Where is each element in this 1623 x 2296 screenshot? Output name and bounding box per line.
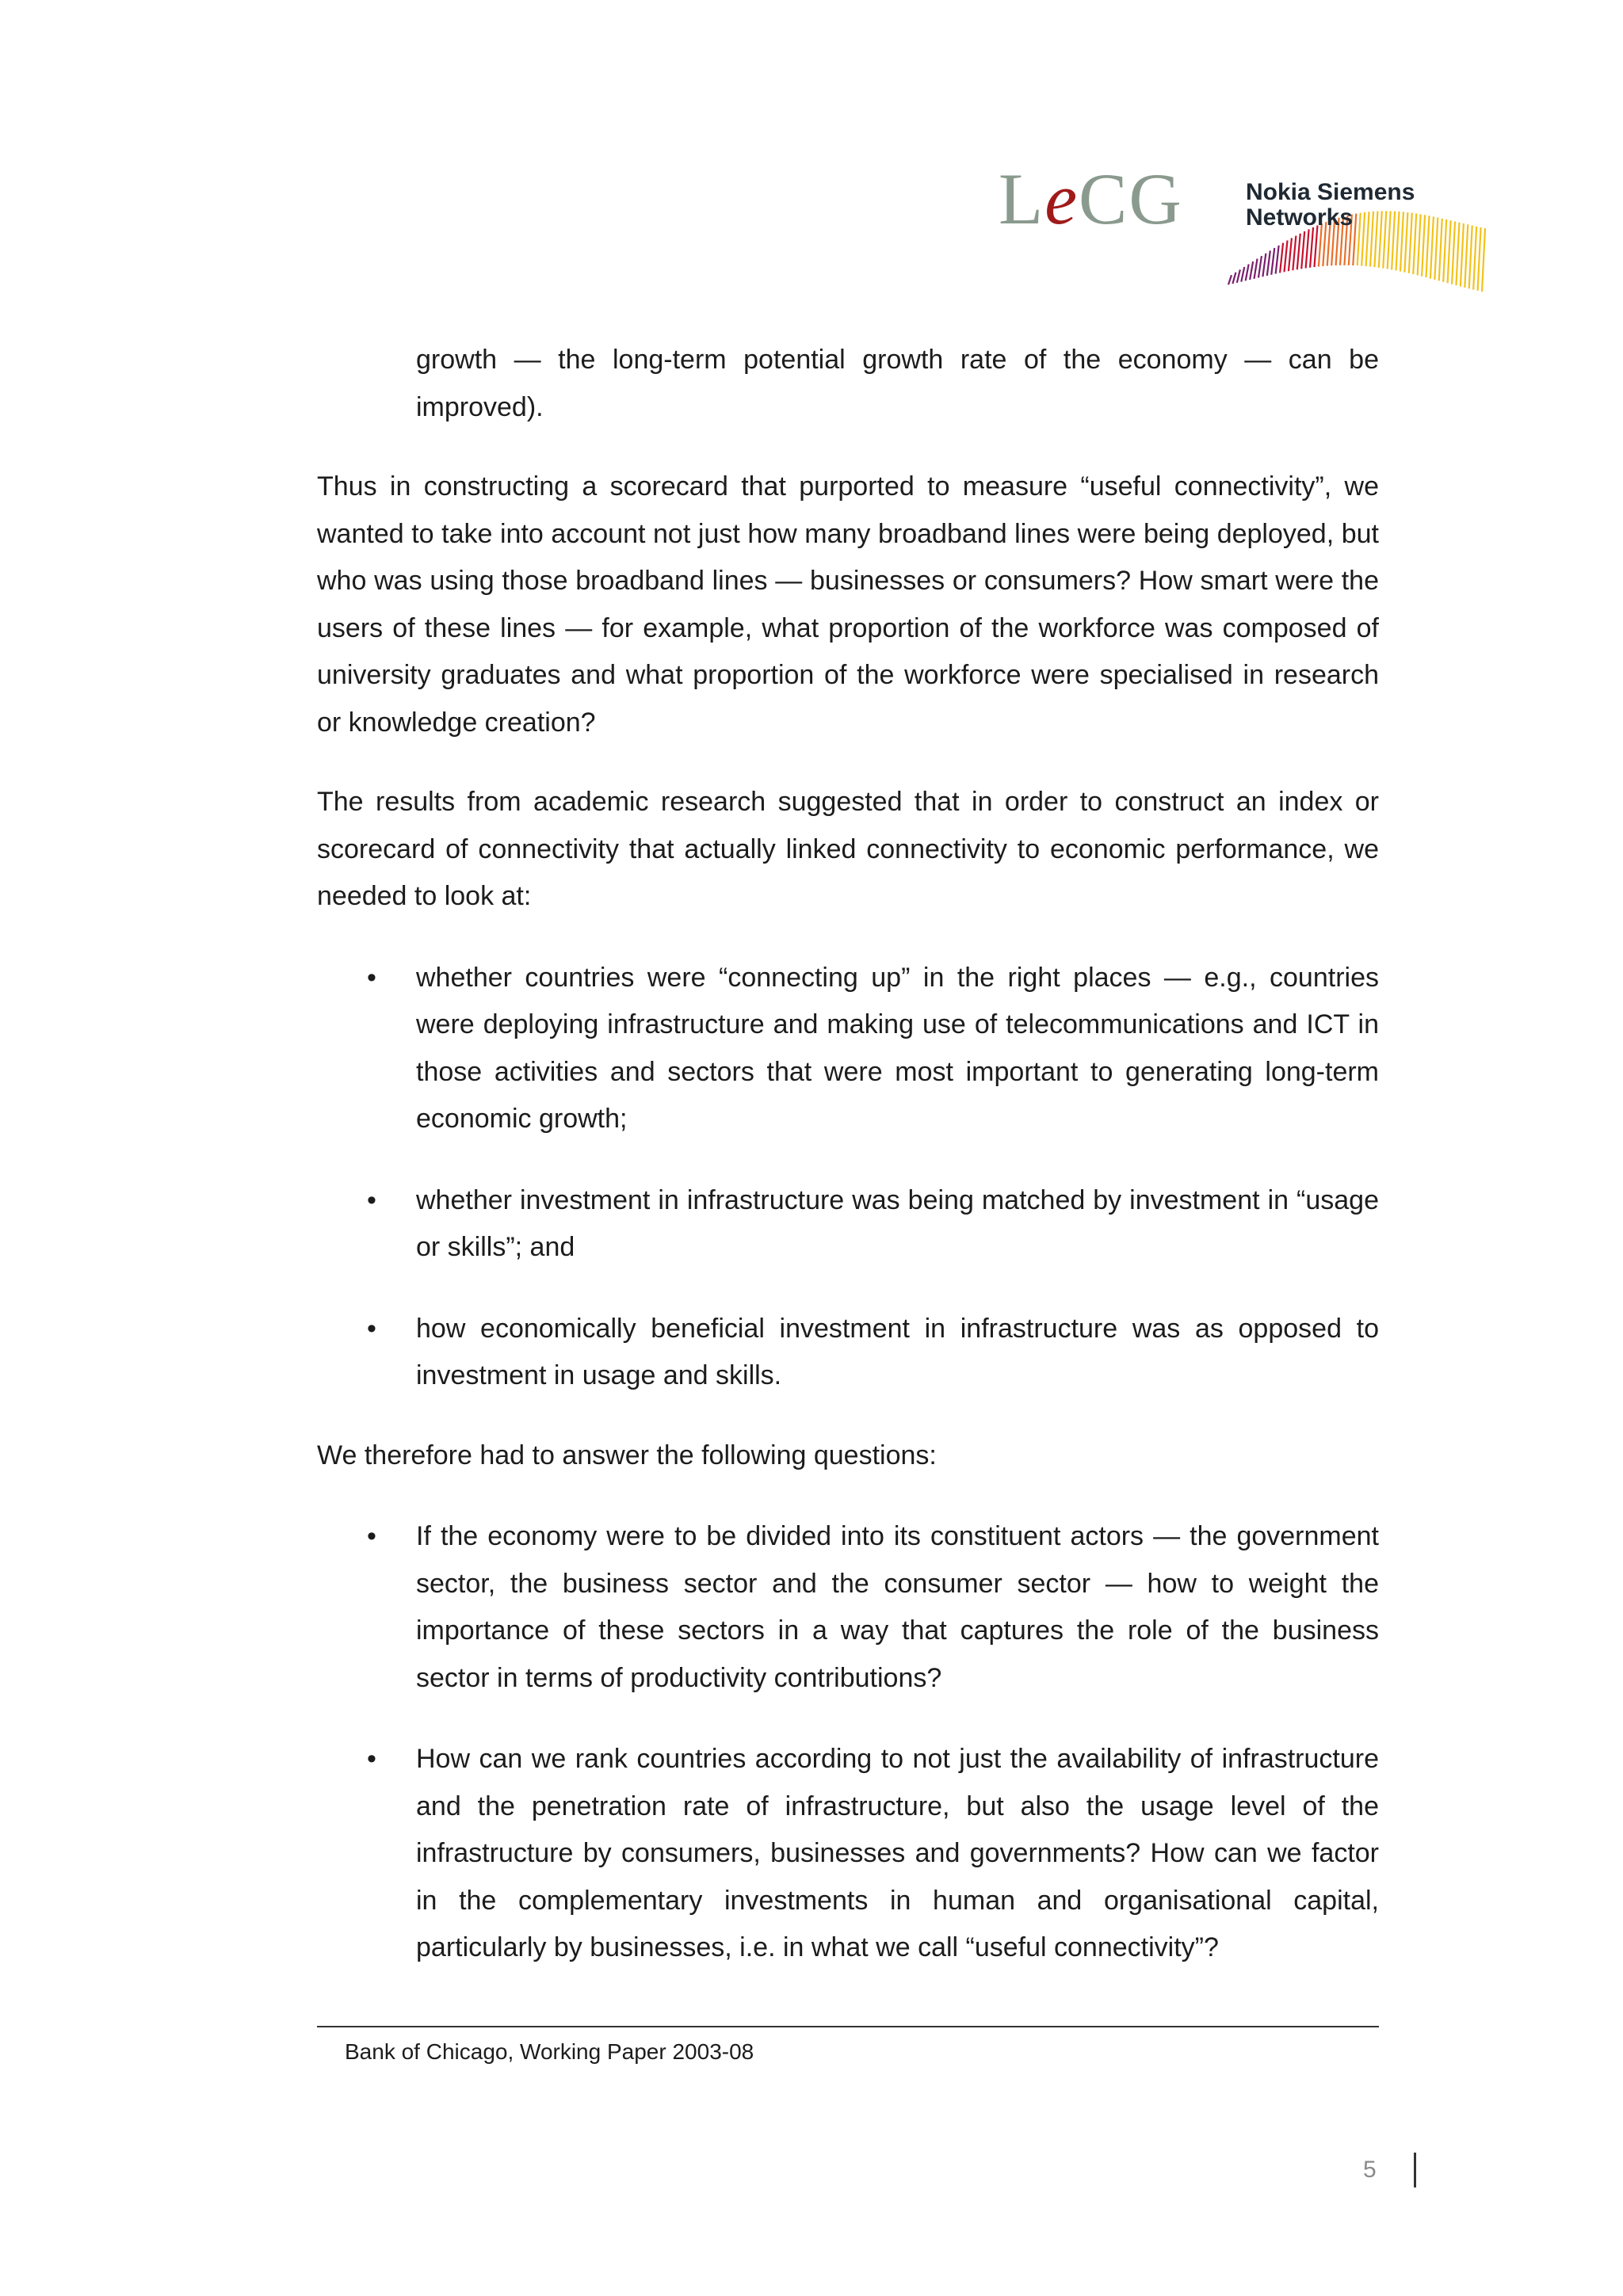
wave-stroke: [1297, 234, 1300, 269]
wave-stroke: [1250, 261, 1253, 280]
wave-stroke: [1301, 231, 1304, 269]
wave-stroke: [1237, 269, 1240, 282]
wave-stroke: [1448, 220, 1451, 283]
paragraph-questions: We therefore had to answer the following questions:: [317, 1440, 937, 1470]
wave-stroke: [1267, 250, 1270, 276]
wave-stroke: [1482, 228, 1485, 292]
page-number-divider: [1414, 2153, 1416, 2187]
wave-stroke: [1443, 219, 1446, 282]
wave-stroke: [1232, 273, 1235, 284]
list-item: • If the economy were to be divided into its constituent actors — the government sector, the business sector and the consumer sector — how to weight the importance of these sectors in a way that captures the role of the business sector in terms of productivity contributions?: [317, 1513, 1379, 1702]
questions-list: [317, 1513, 1379, 1972]
wave-stroke: [1271, 248, 1274, 275]
footnote: Bank of Chicago, Working Paper 2003-08: [345, 2039, 754, 2064]
wave-stroke: [1246, 264, 1249, 280]
header-logos: [999, 158, 1490, 313]
page-number: 5: [1363, 2157, 1377, 2183]
list-item: • whether countries were “connecting up” in the right places — e.g., countries were deploying infrastructure and making use of telecommunications and ICT in those activities and sectors that were most important to generating long-term economic growth;: [317, 955, 1379, 1143]
bullet-icon: •: [367, 962, 376, 993]
wave-stroke: [1306, 229, 1309, 268]
wave-stroke: [1418, 214, 1421, 275]
wave-stroke: [1254, 259, 1258, 279]
wave-stroke: [1430, 216, 1434, 278]
needs-list: [317, 955, 1379, 1400]
paragraph-scorecard: Thus in constructing a scorecard that purported to measure “useful connectivity”, we wanted to take into account not just how many broadband lines were being deployed, but who was using those broadband lines — businesses or consumers? How smart were the users of these lines — for example, what proportion of the workforce was composed of university graduates and what proportion of the workforce were specialised in research or knowledge creation?: [317, 471, 1379, 738]
bullet-icon: •: [367, 1521, 376, 1551]
wave-stroke: [1456, 223, 1459, 285]
wave-stroke: [1452, 221, 1455, 284]
wave-stroke: [1258, 256, 1262, 277]
list-item: • how economically beneficial investment in infrastructure was as opposed to investment in usage and skills.: [317, 1306, 1379, 1400]
wave-stroke: [1434, 218, 1438, 280]
page-body: [317, 337, 1379, 1972]
wave-stroke: [1422, 215, 1425, 276]
wave-stroke: [1289, 238, 1292, 271]
wave-stroke: [1478, 227, 1481, 291]
wave-stroke: [1285, 241, 1288, 273]
wave-stroke: [1439, 219, 1442, 281]
footnote-divider: [317, 2026, 1379, 2027]
wave-stroke: [1241, 267, 1244, 282]
wave-stroke: [1465, 224, 1468, 288]
paragraph-academic-research: The results from academic research suggested that in order to construct an index or scorecard of connectivity that actually linked connectivity to economic performance, we needed to look at:: [317, 787, 1379, 911]
bullet-icon: •: [367, 1184, 376, 1215]
list-item: • whether investment in infrastructure was being matched by investment in “usage or skills”; and: [317, 1177, 1379, 1272]
continued-paragraph: growth — the long-term potential growth rate of the economy — can be improved).: [416, 345, 1379, 422]
list-item: • How can we rank countries according to not just the availability of infrastructure and the penetration rate of infrastructure, but also the usage level of the infrastructure by consumers, businesses and governments? How can we factor in the complementary investments in human and organisational capital, particularly by businesses, i.e. in what we call “useful connectivity”?: [317, 1736, 1379, 1972]
wave-stroke: [1473, 227, 1476, 290]
wave-stroke: [1426, 215, 1429, 277]
wave-stroke: [1228, 275, 1232, 284]
wave-stroke: [1293, 236, 1296, 271]
wave-stroke: [1461, 223, 1464, 286]
wave-stroke: [1469, 226, 1472, 289]
wave-stroke: [1314, 226, 1317, 268]
wave-stroke: [1276, 246, 1279, 274]
wave-stroke: [1310, 227, 1313, 268]
wave-stroke: [1280, 243, 1283, 273]
bullet-icon: •: [367, 1313, 376, 1344]
nsn-logo-text: Nokia Siemens Networks: [1246, 179, 1415, 231]
wave-stroke: [1262, 254, 1266, 277]
bullet-icon: •: [367, 1744, 376, 1774]
lecg-logo: LeCG: [999, 158, 1183, 239]
